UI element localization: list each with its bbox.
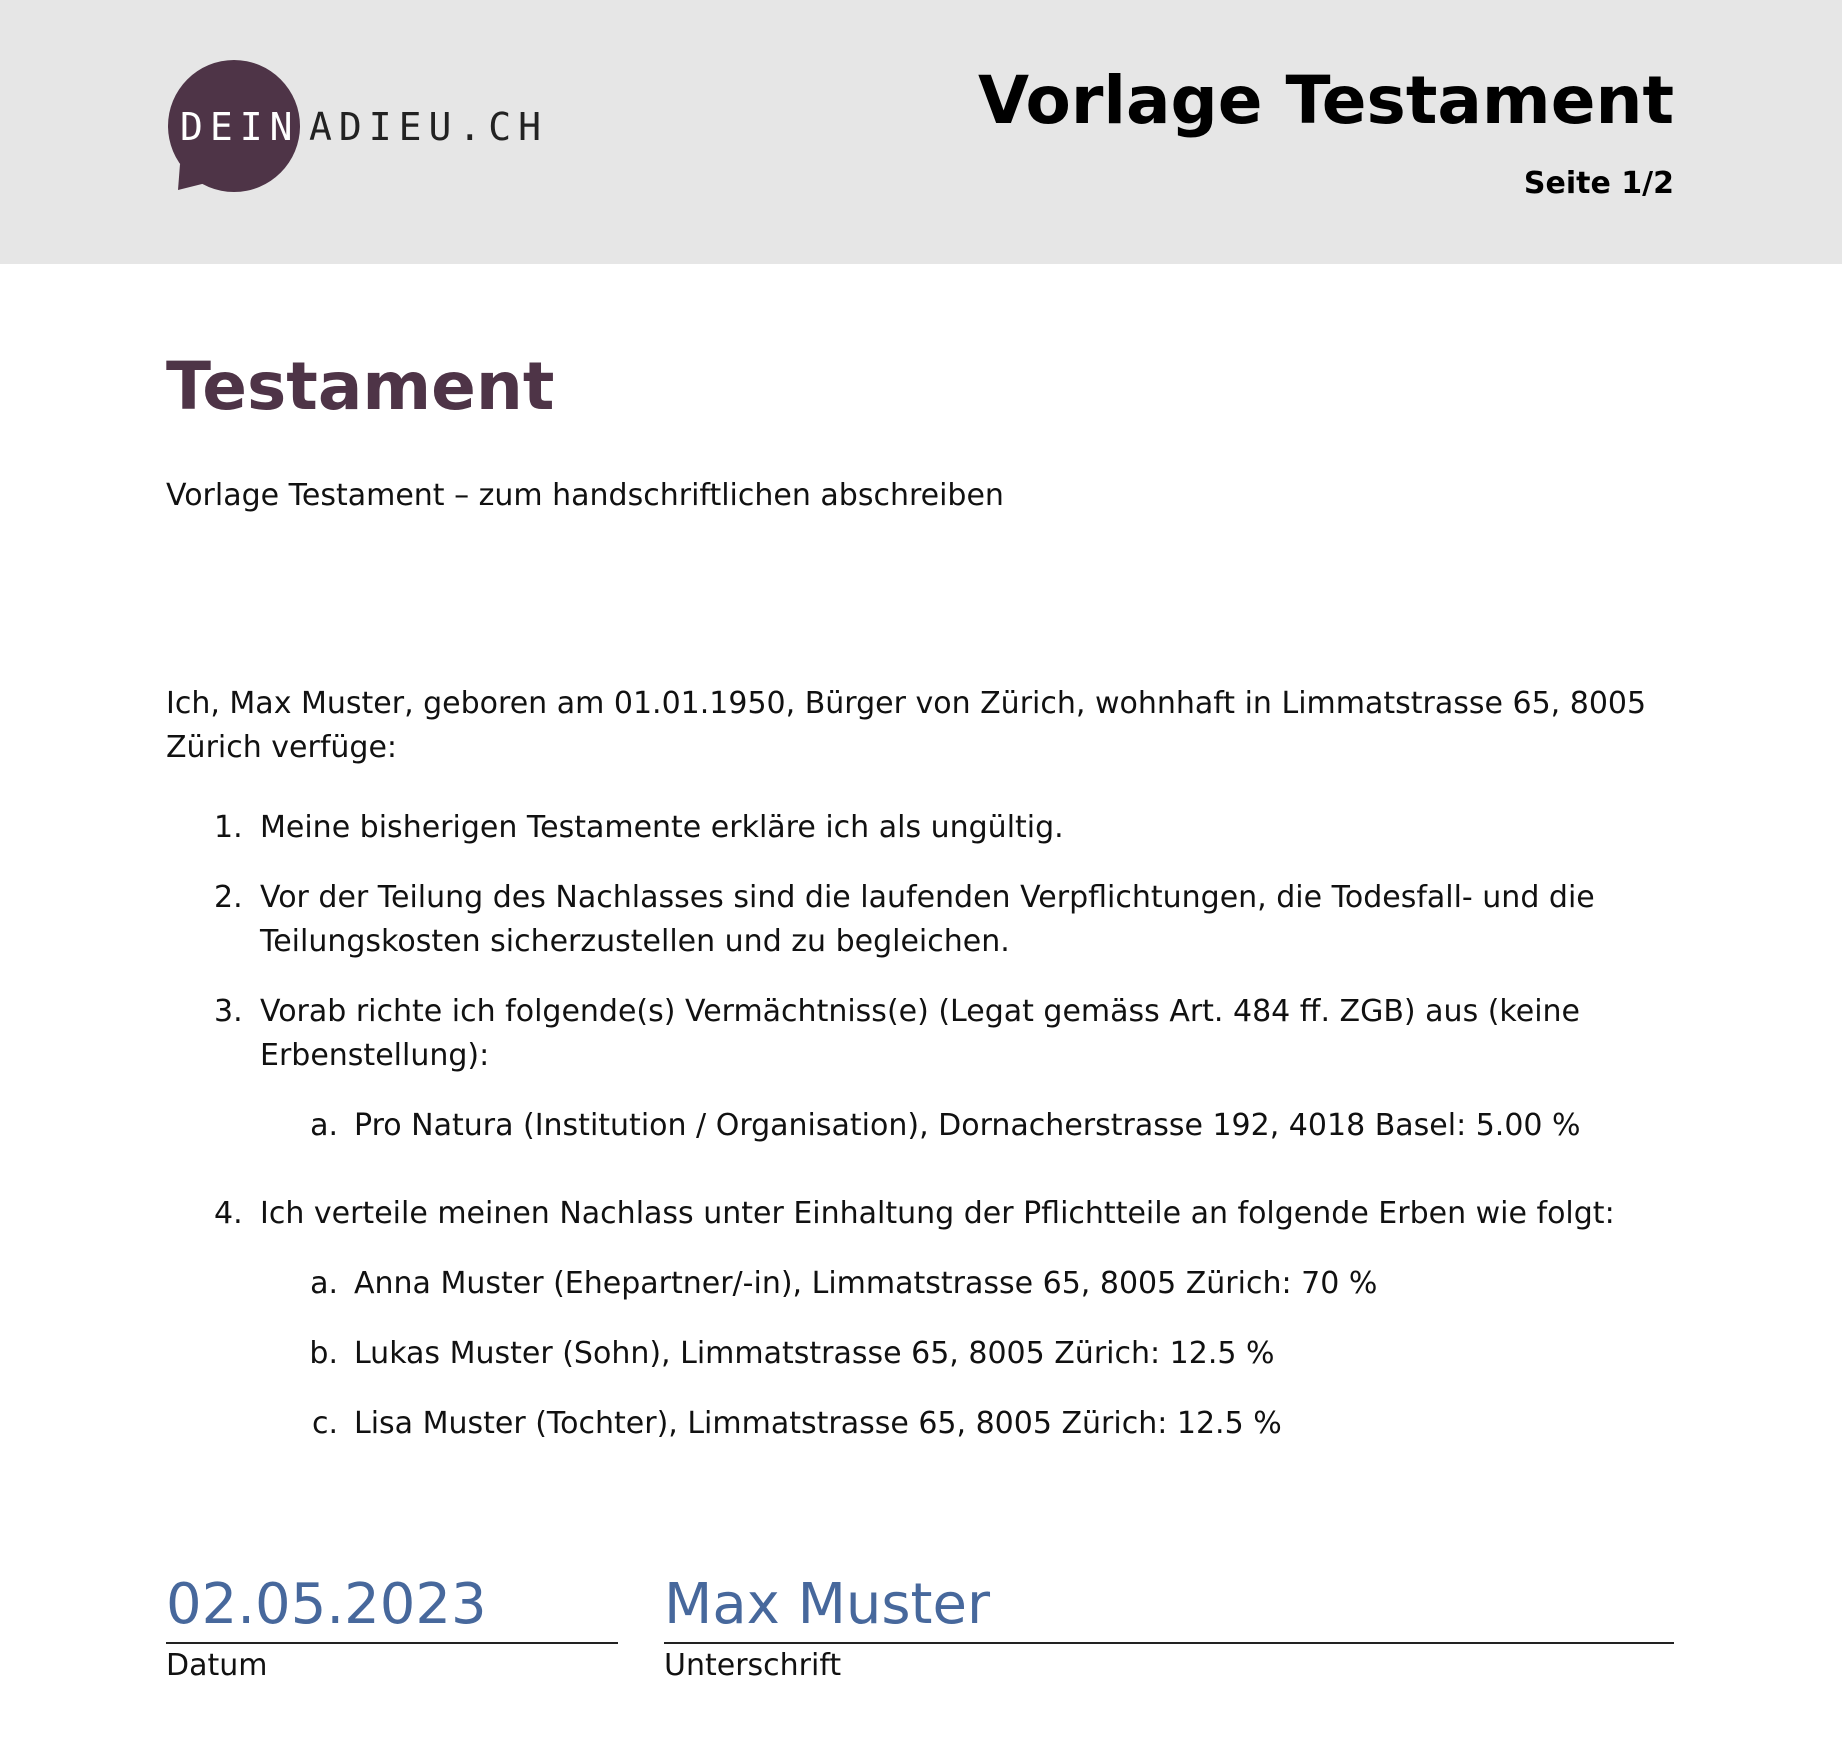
heir-item [260, 1332, 1686, 1376]
subtitle: Vorlage Testament – zum handschriftlichen abschreiben [166, 478, 1004, 513]
clause-item [166, 1192, 1686, 1446]
page-heading: Testament [166, 348, 555, 425]
clause-text: Vor der Teilung des Nachlasses sind die laufenden Verpflichtungen, die Todesfall- und die Teilungskosten sicherzustellen und zu begleichen. [260, 880, 1595, 959]
heir-list [260, 1262, 1686, 1446]
signature-line [664, 1642, 1674, 1644]
document-title: Vorlage Testament [978, 62, 1674, 139]
signature-value: Max Muster [664, 1572, 990, 1637]
clause-text: Vorab richte ich folgende(s) Vermächtniss(e) (Legat gemäss Art. 484 ff. ZGB) aus (keine Erbenstellung): [260, 994, 1580, 1073]
header-band [0, 0, 1842, 264]
legacy-item [260, 1104, 1686, 1148]
date-value: 02.05.2023 [166, 1572, 487, 1637]
logo-text-inner: DEIN [180, 105, 300, 149]
subitem-text: Lukas Muster (Sohn), Limmatstrasse 65, 8005 Zürich: 12.5 % [354, 1336, 1275, 1371]
subitem-letter: c. [311, 1406, 338, 1441]
logo [166, 58, 549, 194]
legacy-list [260, 1104, 1686, 1148]
intro-paragraph: Ich, Max Muster, geboren am 01.01.1950, Bürger von Zürich, wohnhaft in Limmatstrasse 65, 8005 Zürich verfüge: [166, 686, 1647, 765]
subitem-text: Pro Natura (Institution / Organisation), Dornacherstrasse 192, 4018 Basel: 5.00 % [354, 1108, 1581, 1143]
subitem-text: Lisa Muster (Tochter), Limmatstrasse 65, 8005 Zürich: 12.5 % [354, 1406, 1282, 1441]
logo-text-outer: ADIEU.CH [309, 105, 549, 149]
subitem-text: Anna Muster (Ehepartner/-in), Limmatstrasse 65, 8005 Zürich: 70 % [354, 1266, 1378, 1301]
clause-text: Meine bisherigen Testamente erkläre ich als ungültig. [260, 810, 1064, 845]
clause-number: 1. [214, 810, 243, 845]
page-number: Seite 1/2 [1523, 166, 1674, 201]
clause-number: 3. [214, 994, 243, 1029]
clause-number: 4. [214, 1196, 243, 1231]
clause-list [166, 806, 1686, 1472]
subitem-letter: b. [309, 1336, 338, 1371]
subitem-letter: a. [310, 1108, 338, 1143]
clause-text: Ich verteile meinen Nachlass unter Einhaltung der Pflichtteile an folgende Erben wie folgt: [260, 1196, 1615, 1231]
date-label: Datum [166, 1648, 268, 1683]
clause-item [166, 876, 1686, 964]
subitem-letter: a. [310, 1266, 338, 1301]
date-line [166, 1642, 618, 1644]
signature-label: Unterschrift [664, 1648, 842, 1683]
heir-item [260, 1402, 1686, 1446]
clause-item [166, 806, 1686, 850]
clause-number: 2. [214, 880, 243, 915]
heir-item [260, 1262, 1686, 1306]
clause-item [166, 990, 1686, 1148]
